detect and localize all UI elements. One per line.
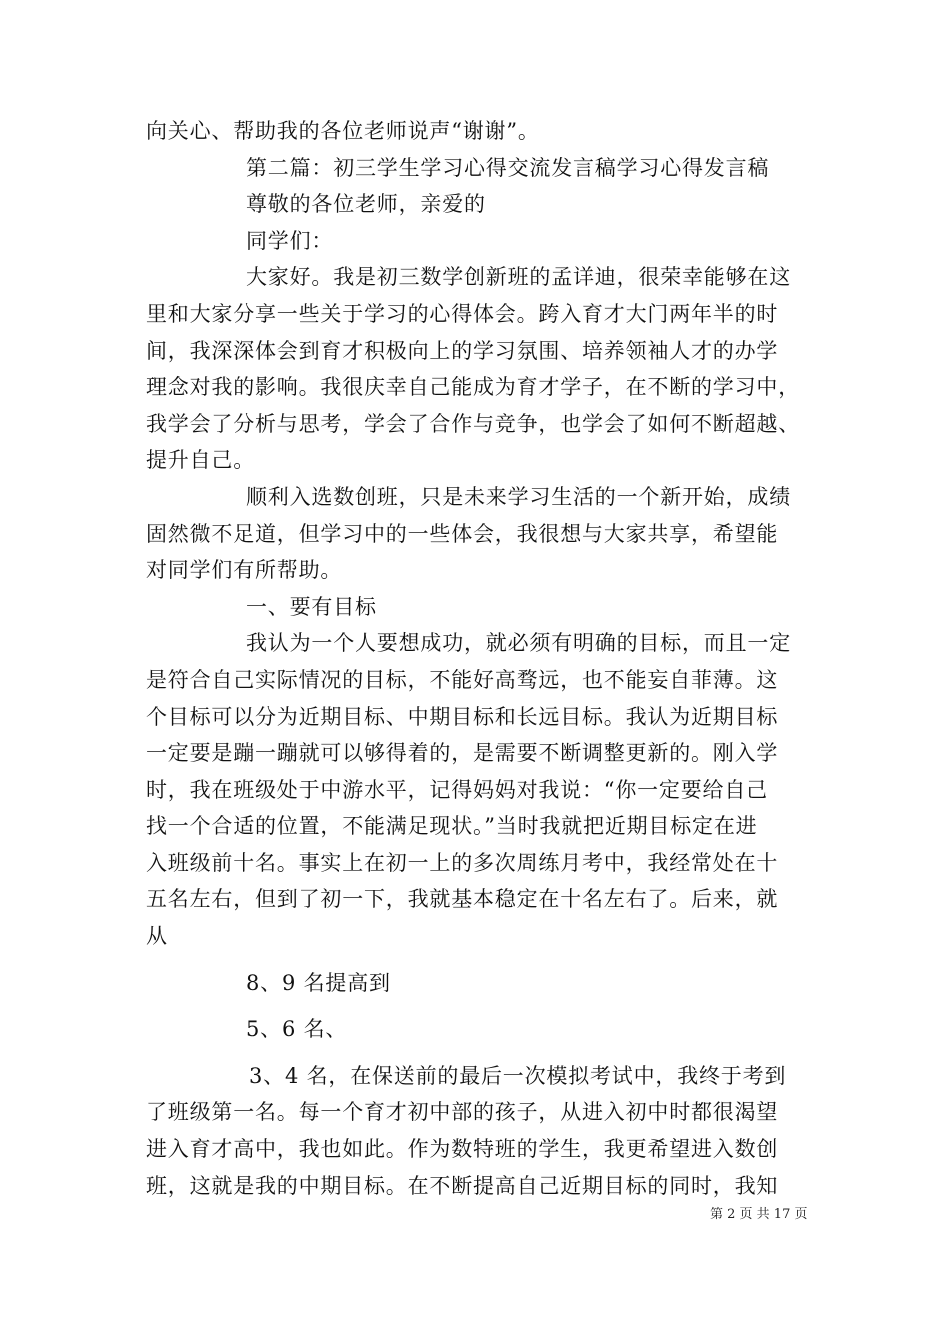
text-line: 入班级前十名。事实上在初一上的多次周练月考中，我经常处在十 (146, 850, 779, 875)
text-line: 大家好。我是初三数学创新班的孟详迪，很荣幸能够在这 (246, 265, 791, 290)
line-gap (146, 1001, 806, 1011)
text-line: 同学们： (246, 228, 334, 253)
body-text (146, 113, 806, 1204)
text-line: 固然微不足道，但学习中的一些体会，我很想与大家共享，希望能 (146, 521, 779, 546)
text-line: 提升自己。 (146, 448, 255, 473)
text-line: 一、要有目标 (246, 594, 377, 619)
line-gap (146, 1048, 806, 1058)
text-line: 时，我在班级处于中游水平，记得妈妈对我说：“你一定要给自己 (146, 777, 768, 802)
text-line: 8、9 名提高到 (246, 970, 391, 995)
text-line: 五名左右，但到了初一下，我就基本稳定在十名左右了。后来，就 (146, 887, 779, 912)
page-number: 第 2 页 共 17 页 (710, 1207, 808, 1222)
line-gap (146, 955, 806, 965)
text-line: 间，我深深体会到育才积极向上的学习氛围、培养领袖人才的办学 (146, 338, 779, 363)
text-line: 我学会了分析与思考，学会了合作与竞争，也学会了如何不断超越、 (146, 411, 800, 436)
text-line: 顺利入选数创班，只是未来学习生活的一个新开始，成绩 (246, 484, 791, 509)
text-line: 个目标可以分为近期目标、中期目标和长远目标。我认为近期目标 (146, 704, 779, 729)
text-line: 理念对我的影响。我很庆幸自己能成为育才学子，在不断的学习中， (146, 375, 800, 400)
text-line: 一定要是蹦一蹦就可以够得着的，是需要不断调整更新的。刚入学 (146, 741, 779, 766)
text-line: 找一个合适的位置，不能满足现状。”当时我就把近期目标定在进 (146, 814, 758, 839)
text-line: 班，这就是我的中期目标。在不断提高自己近期目标的同时，我知 (146, 1173, 779, 1198)
text-line: 从 (146, 924, 168, 949)
text-line: 了班级第一名。每一个育才初中部的孩子，从进入初中时都很渴望 (146, 1100, 779, 1125)
text-line: 对同学们有所帮助。 (146, 558, 343, 583)
text-line: 3、4 名，在保送前的最后一次模拟考试中，我终于考到 (249, 1063, 787, 1088)
text-line: 向关心、帮助我的各位老师说声“谢谢”。 (146, 119, 540, 143)
text-line: 5、6 名、 (246, 1017, 348, 1042)
text-line: 尊敬的各位老师，亲爱的 (246, 192, 486, 217)
text-line: 我认为一个人要想成功，就必须有明确的目标，而且一定 (246, 631, 791, 656)
text-line: 里和大家分享一些关于学习的心得体会。跨入育才大门两年半的时 (146, 301, 779, 326)
text-line: 进入育才高中，我也如此。作为数特班的学生，我更希望进入数创 (146, 1137, 779, 1162)
text-line: 是符合自己实际情况的目标，不能好高骛远，也不能妄自菲薄。这 (146, 667, 779, 692)
text-line: 第二篇：初三学生学习心得交流发言稿学习心得发言稿 (246, 155, 770, 180)
